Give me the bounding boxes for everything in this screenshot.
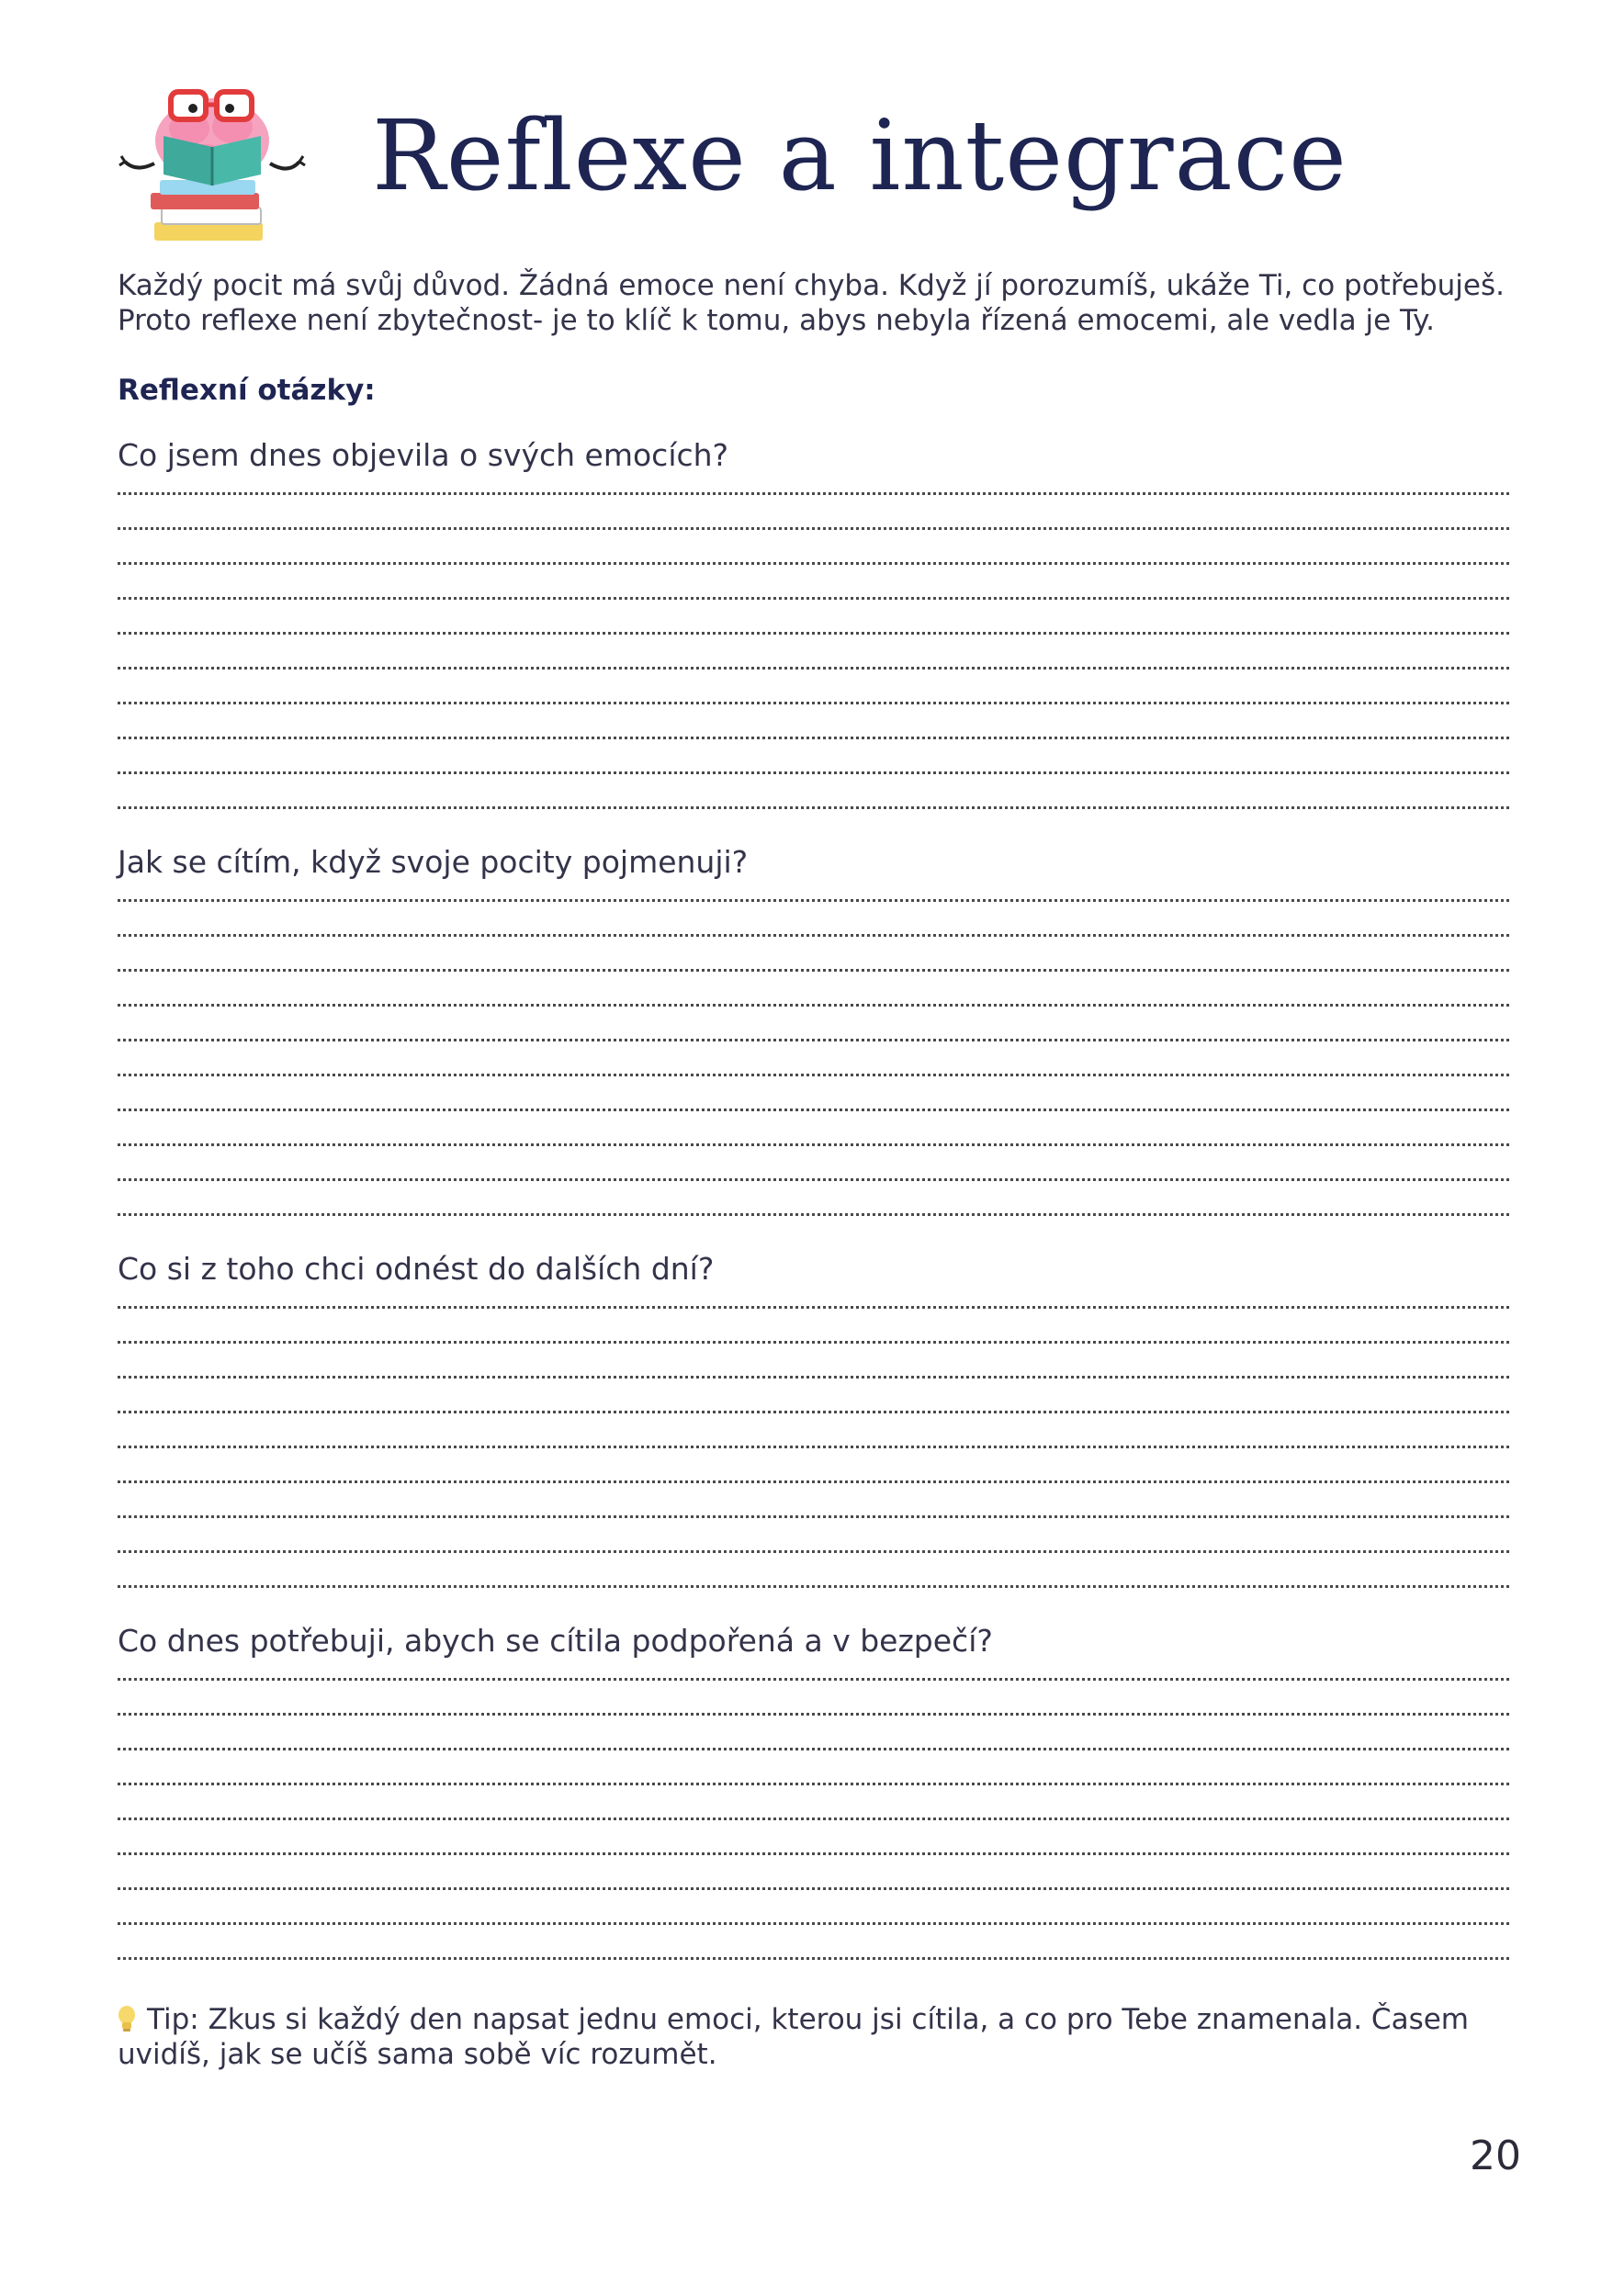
writing-line[interactable] [118,1143,1509,1146]
answer-lines[interactable] [118,1306,1509,1588]
writing-line[interactable] [118,597,1509,600]
writing-line[interactable] [118,1887,1509,1890]
writing-line[interactable] [118,899,1509,902]
writing-line[interactable] [118,702,1509,704]
writing-line[interactable] [118,1585,1509,1588]
writing-line[interactable] [118,1480,1509,1483]
question-text: Co si z toho chci odnést do dalších dní? [118,1251,715,1287]
lightbulb-icon [118,2005,136,2032]
page-content [118,268,1509,2072]
writing-line[interactable] [118,1376,1509,1379]
writing-line[interactable] [118,1306,1509,1309]
question-block [118,1623,1509,1960]
question-text: Co dnes potřebuji, abych se cítila podpořená a v bezpečí? [118,1623,993,1659]
writing-line[interactable] [118,1341,1509,1344]
answer-lines[interactable] [118,1678,1509,1960]
writing-line[interactable] [118,806,1509,809]
writing-line[interactable] [118,1213,1509,1216]
writing-line[interactable] [118,492,1509,495]
writing-line[interactable] [118,1957,1509,1960]
writing-line[interactable] [118,934,1509,937]
tip-note [118,2002,1509,2072]
writing-line[interactable] [118,1852,1509,1855]
writing-line[interactable] [118,1922,1509,1925]
question-block [118,437,1509,809]
tip-text: Tip: Zkus si každý den napsat jednu emoci, kterou jsi cítila, a co pro Tebe znamenala. Časem uvidíš, jak se učíš sama sobě víc rozumět. [118,2003,1469,2071]
question-block [118,844,1509,1216]
writing-line[interactable] [118,1550,1509,1553]
writing-line[interactable] [118,737,1509,739]
reflection-heading: Reflexní otázky: [118,374,376,407]
brain-reading-book-icon [118,72,306,251]
writing-line[interactable] [118,1678,1509,1681]
writing-line[interactable] [118,969,1509,972]
answer-lines[interactable] [118,492,1509,809]
question-block [118,1251,1509,1588]
writing-line[interactable] [118,527,1509,530]
writing-line[interactable] [118,1713,1509,1716]
intro-text: Každý pocit má svůj důvod. Žádná emoce není chyba. Když jí porozumíš, ukáže Ti, co potřebuješ. Proto reflexe není zbytečnost- je to klíč k tomu, abys nebyla řízená emocemi, ale vedla je Ty. [118,269,1505,337]
writing-line[interactable] [118,1411,1509,1413]
page-title: Reflexe a integrace [372,99,1348,212]
writing-line[interactable] [118,1783,1509,1785]
answer-lines[interactable] [118,899,1509,1216]
writing-line[interactable] [118,1039,1509,1041]
writing-line[interactable] [118,1178,1509,1181]
writing-line[interactable] [118,1074,1509,1076]
writing-line[interactable] [118,1446,1509,1448]
writing-line[interactable] [118,1515,1509,1518]
writing-line[interactable] [118,1748,1509,1750]
writing-line[interactable] [118,1004,1509,1007]
page-number: 20 [1470,2133,1521,2179]
writing-line[interactable] [118,1109,1509,1111]
writing-line[interactable] [118,562,1509,565]
question-text: Jak se cítím, když svoje pocity pojmenuji? [118,844,749,880]
question-text: Co jsem dnes objevila o svých emocích? [118,437,729,473]
writing-line[interactable] [118,771,1509,774]
writing-line[interactable] [118,632,1509,635]
writing-line[interactable] [118,667,1509,670]
writing-line[interactable] [118,1818,1509,1820]
